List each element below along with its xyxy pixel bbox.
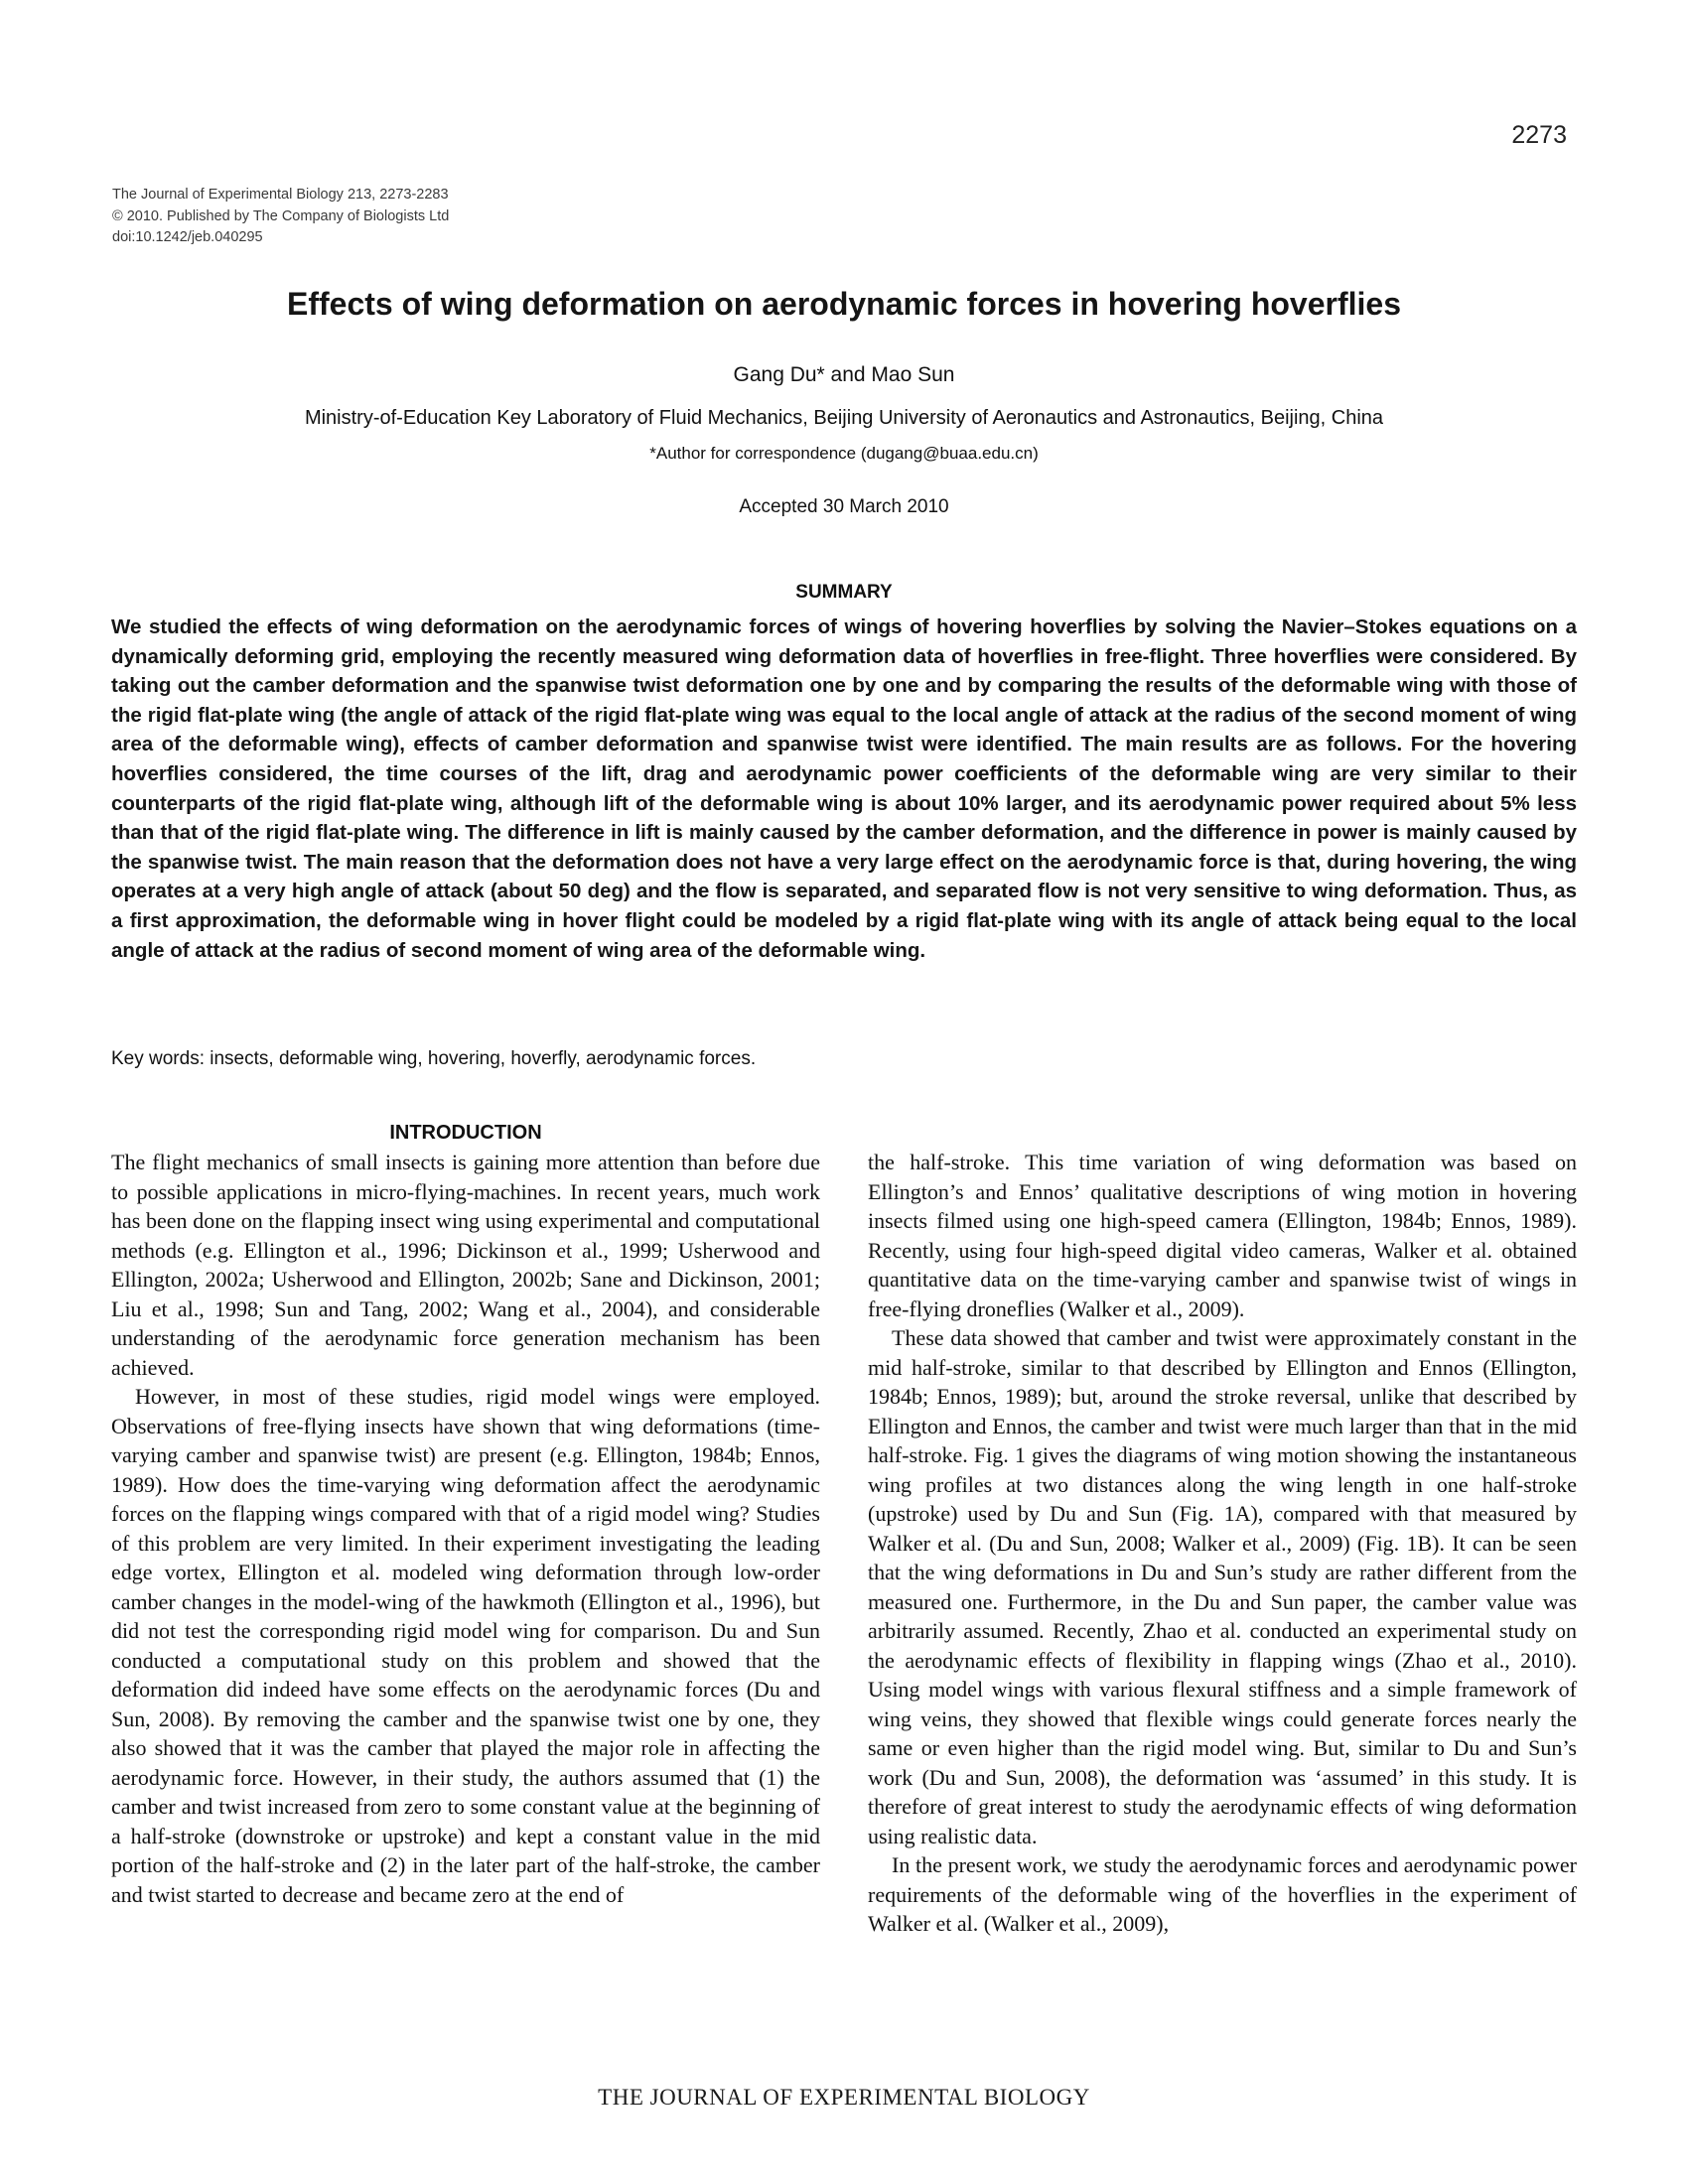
journal-footer: THE JOURNAL OF EXPERIMENTAL BIOLOGY — [598, 2085, 1090, 2110]
two-column-body — [111, 1118, 1577, 1939]
key-words-line: Key words: insects, deformable wing, hovering, hoverfly, aerodynamic forces. — [111, 1048, 757, 1069]
introduction-heading: INTRODUCTION — [389, 1122, 542, 1144]
affiliation-line: Ministry-of-Education Key Laboratory of Fluid Mechanics, Beijing University of Aeronautics and Astronautics, Beijing, China — [304, 407, 1384, 429]
masthead — [112, 185, 449, 249]
page-number: 2273 — [1511, 121, 1567, 149]
intro-paragraph-3: These data showed that camber and twist were approximately constant in the mid half-stroke, similar to that described by Ellington and Ennos (Ellington, 1984b; Ennos, 1989); but, around the stroke reversal, unlike that described by Ellington and Ennos, the camber and twist were much larger than that in the mid half-stroke. Fig. 1 gives the diagrams of wing motion showing the instantaneous wing profiles at two distances along the wing length in one half-stroke (upstroke) used by Du and Sun (Fig. 1A), compared with that measured by Walker et al. (Du and Sun, 2008; Walker et al., 2009) (Fig. 1B). It can be seen that the wing deformations in Du and Sun’s study are rather different from the measured one. Furthermore, in the Du and Sun paper, the camber value was arbitrarily assumed. Recently, Zhao et al. conducted an experimental study on the aerodynamic effects of flexibility in flapping wings (Zhao et al., 2010). Using model wings with various flexural stiffness and a simple framework of wing veins, they showed that flexible wings could generate forces nearly the same or even higher than the rigid model wing. But, similar to Du and Sun’s work (Du and Sun, 2008), the deformation was ‘assumed’ in this study. It is therefore of great interest to study the aerodynamic effects of wing deformation using realistic data. — [868, 1325, 1577, 1848]
intro-paragraph-2: However, in most of these studies, rigid model wings were employed. Observations of free-flying insects have shown that wing deformations (time-varying camber and spanwise twist) are present (e.g. Ellington, 1984b; Ennos, 1989). How does the time-varying wing deformation affect the aerodynamic forces on the flapping wings compared with that of a rigid model wing? Studies of this problem are very limited. In their experiment investigating the leading edge vortex, Ellington et al. modeled wing deformation through low-order camber changes in the model-wing of the hawkmoth (Ellington et al., 1996), but did not test the corresponding rigid model wing for comparison. Du and Sun conducted a computational study on this problem and showed that the deformation did indeed have some effects on the aerodynamic forces (Du and Sun, 2008). By removing the camber and the spanwise twist one by one, they also showed that it was the camber that played the major role in affecting the aerodynamic force. However, in their study, the authors assumed that (1) the camber and twist increased from zero to some constant value at the beginning of a half-stroke (downstroke or upstroke) and kept a constant value in the mid portion of the half-stroke and (2) in the later part of the half-stroke, the camber and twist started to decrease and became zero at the end of — [111, 1384, 820, 1907]
accepted-date: Accepted 30 March 2010 — [739, 496, 949, 517]
correspondence-note: *Author for correspondence (dugang@buaa.edu.cn) — [649, 444, 1039, 463]
intro-paragraph-4: In the present work, we study the aerodynamic forces and aerodynamic power requirements of the deformable wing of the hoverflies in the experiment of Walker et al. (Walker et al., 2009), — [868, 1852, 1577, 1936]
summary-heading: SUMMARY — [795, 582, 893, 603]
journal-citation-line: The Journal of Experimental Biology 213, 2273-2283 — [112, 187, 449, 203]
doi-line: doi:10.1242/jeb.040295 — [112, 229, 263, 245]
intro-paragraph-2-continued: the half-stroke. This time variation of wing deformation was based on Ellington’s and Ennos’ qualitative descriptions of wing motion in hovering insects filmed using one high-speed camera (Ellington, 1984b; Ennos, 1989). Recently, using four high-speed digital video cameras, Walker et al. obtained quantitative data on the time-varying camber and spanwise twist of wings in free-flying droneflies (Walker et al., 2009). — [868, 1150, 1577, 1321]
summary-paragraph: We studied the effects of wing deformation on the aerodynamic forces of wings of hovering hoverflies by solving the Navier–Stokes equations on a dynamically deforming grid, employing the recently measured wing deformation data of hoverflies in free-flight. Three hoverflies were considered. By taking out the camber deformation and the spanwise twist deformation one by one and by comparing the results of the deformable wing with those of the rigid flat-plate wing (the angle of attack of the rigid flat-plate wing was equal to the local angle of attack at the radius of the second moment of wing area of the deformable wing), effects of camber deformation and spanwise twist were identified. The main results are as follows. For the hovering hoverflies considered, the time courses of the lift, drag and aerodynamic power coefficients of the deformable wing are very similar to their counterparts of the rigid flat-plate wing, although lift of the deformable wing is about 10% larger, and its aerodynamic power required about 5% less than that of the rigid flat-plate wing. The difference in lift is mainly caused by the camber deformation, and the difference in power is mainly caused by the spanwise twist. The main reason that the deformation does not have a very large effect on the aerodynamic force is that, during hovering, the wing operates at a very high angle of attack (about 50 deg) and the flow is separated, and separated flow is not very sensitive to wing deformation. Thus, as a first approximation, the deformable wing in hover flight could be modeled by a rigid flat-plate wing with its angle of attack being equal to the local angle of attack at the radius of second moment of wing area of the deformable wing. — [111, 615, 1577, 962]
intro-paragraph-1: The flight mechanics of small insects is gaining more attention than before due to possible applications in micro-flying-machines. In recent years, much work has been done on the flapping insect wing using experimental and computational methods (e.g. Ellington et al., 1996; Dickinson et al., 1999; Usherwood and Ellington, 2002a; Usherwood and Ellington, 2002b; Sane and Dickinson, 2001; Liu et al., 1998; Sun and Tang, 2002; Wang et al., 2004), and considerable understanding of the aerodynamic force generation mechanism has been achieved. — [111, 1150, 820, 1380]
article-title: Effects of wing deformation on aerodynamic forces in hovering hoverflies — [287, 286, 1401, 322]
right-column — [868, 1118, 1577, 1939]
copyright-line: © 2010. Published by The Company of Biologists Ltd — [112, 207, 450, 224]
authors-line: Gang Du* and Mao Sun — [733, 363, 955, 386]
left-column — [111, 1118, 820, 1939]
